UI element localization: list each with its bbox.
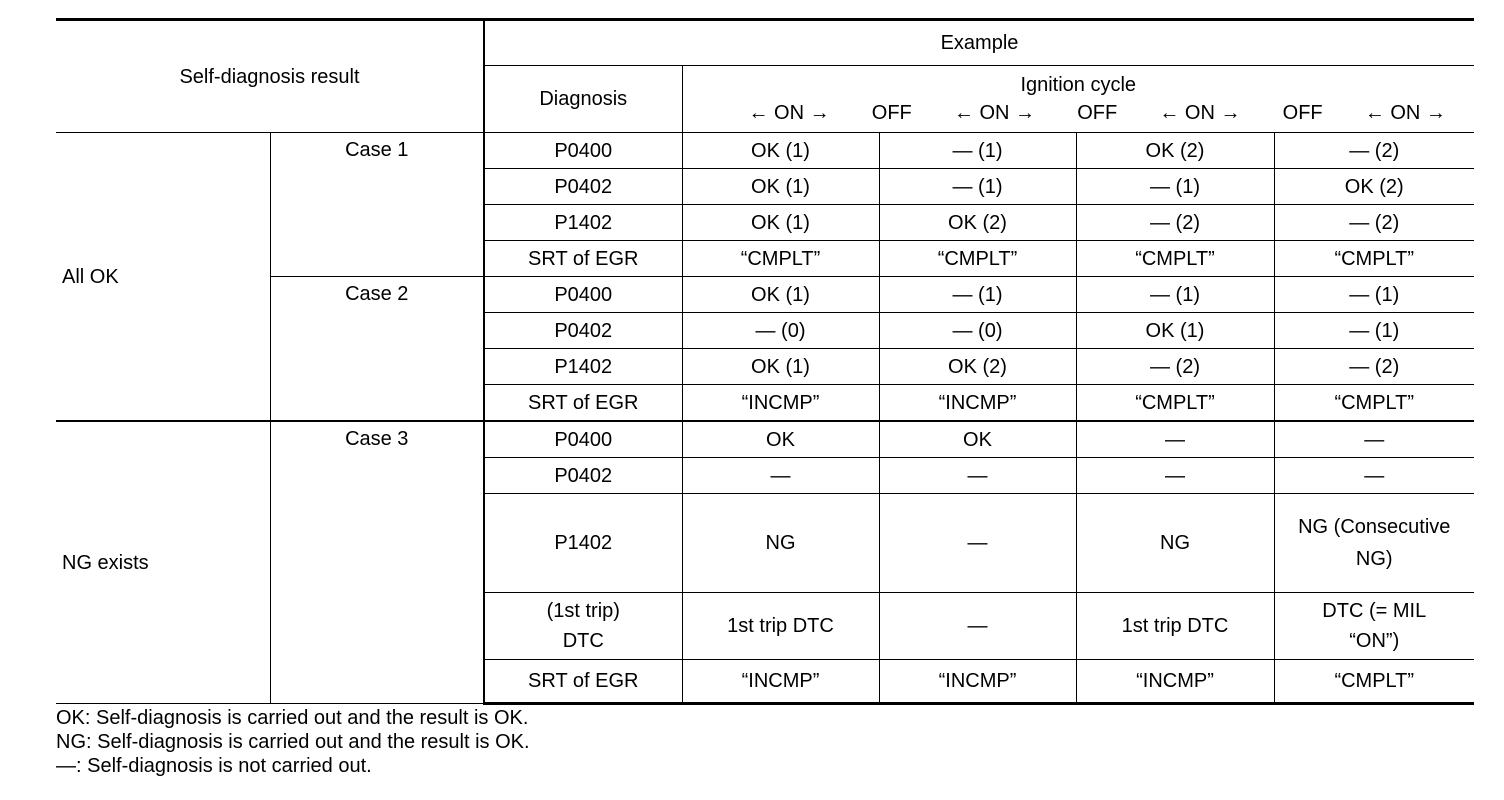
diagnosis-cell: P0402 <box>484 169 682 205</box>
table-cell: OK (1) <box>682 205 879 241</box>
table-cell: — <box>1274 421 1474 458</box>
table-cell: OK (2) <box>879 349 1076 385</box>
table-cell: “CMPLT” <box>1076 241 1274 277</box>
table-cell: — (2) <box>1274 133 1474 169</box>
table-cell: “INCMP” <box>879 385 1076 422</box>
table-cell: OK (1) <box>682 133 879 169</box>
diagnosis-cell: P0400 <box>484 421 682 458</box>
diagnosis-cell: P0402 <box>484 458 682 494</box>
diagnosis-cell: SRT of EGR <box>484 385 682 422</box>
cycle-label: ← ON → <box>748 102 830 124</box>
table-cell: 1st trip DTC <box>1076 593 1274 660</box>
table-cell: — (2) <box>1076 349 1274 385</box>
table-cell: — (2) <box>1076 205 1274 241</box>
table-cell: 1st trip DTC <box>682 593 879 660</box>
table-cell: — <box>1274 458 1474 494</box>
table-cell: OK (1) <box>682 277 879 313</box>
cycle-label: ← ON → <box>1364 102 1446 124</box>
ignition-cycle-title: Ignition cycle <box>1020 74 1137 96</box>
table-cell: — (1) <box>1274 313 1474 349</box>
table-cell: OK (1) <box>682 349 879 385</box>
legend-notes <box>56 706 530 778</box>
group-all-ok: All OK <box>56 133 270 422</box>
table-cell: — (0) <box>879 313 1076 349</box>
table-cell: OK <box>682 421 879 458</box>
diagnosis-cell: P0400 <box>484 277 682 313</box>
table-cell: — <box>1076 458 1274 494</box>
table-cell: OK <box>879 421 1076 458</box>
table-cell: NG <box>1076 494 1274 593</box>
table-cell: “INCMP” <box>1076 660 1274 704</box>
diagnosis-cell: (1st trip) DTC <box>484 593 682 660</box>
table-cell: — (1) <box>1076 277 1274 313</box>
table-cell: “CMPLT” <box>1274 660 1474 704</box>
cycle-label: OFF <box>1282 102 1323 124</box>
cycle-label: OFF <box>871 102 912 124</box>
diagnosis-cell: P0400 <box>484 133 682 169</box>
table-cell: — (1) <box>879 277 1076 313</box>
table-cell: “INCMP” <box>682 660 879 704</box>
example-header: Example <box>484 20 1474 66</box>
note-dash: —: Self-diagnosis is not carried out. <box>56 755 372 777</box>
case-3-label: Case 3 <box>270 421 484 704</box>
table-cell: — (1) <box>1274 277 1474 313</box>
table-cell: — <box>1076 421 1274 458</box>
cycle-label: ← ON → <box>953 102 1036 124</box>
self-diagnosis-table <box>56 18 1474 705</box>
self-diagnosis-result-header: Self-diagnosis result <box>56 20 484 133</box>
cycle-label: OFF <box>1077 102 1118 124</box>
case-2-label: Case 2 <box>270 277 484 422</box>
diagnosis-cell: P1402 <box>484 494 682 593</box>
table-cell: OK (2) <box>1076 133 1274 169</box>
table-cell: OK (1) <box>1076 313 1274 349</box>
table-cell: NG <box>682 494 879 593</box>
diagnosis-cell: P1402 <box>484 349 682 385</box>
table-cell: — <box>879 494 1076 593</box>
diagnosis-cell: P1402 <box>484 205 682 241</box>
table-cell: — (0) <box>682 313 879 349</box>
table-cell: — <box>682 458 879 494</box>
table-cell: “CMPLT” <box>1274 385 1474 422</box>
table-cell: “CMPLT” <box>1274 241 1474 277</box>
cycle-labels <box>687 102 1471 124</box>
table-cell: DTC (= MIL “ON”) <box>1274 593 1474 660</box>
diagnosis-cell: P0402 <box>484 313 682 349</box>
table-cell: NG (Consecutive NG) <box>1274 494 1474 593</box>
table-cell: “INCMP” <box>682 385 879 422</box>
case-1-label: Case 1 <box>270 133 484 277</box>
table-cell: — <box>879 593 1076 660</box>
table-cell: “INCMP” <box>879 660 1076 704</box>
note-ok: OK: Self-diagnosis is carried out and the result is OK. <box>56 707 529 729</box>
table-cell: “CMPLT” <box>879 241 1076 277</box>
table-cell: — (1) <box>1076 169 1274 205</box>
diagnosis-cell: SRT of EGR <box>484 660 682 704</box>
table-cell: OK (1) <box>682 169 879 205</box>
table-cell: — (1) <box>879 169 1076 205</box>
table-cell: “CMPLT” <box>682 241 879 277</box>
note-ng: NG: Self-diagnosis is carried out and the result is OK. <box>56 731 530 753</box>
table-cell: OK (2) <box>879 205 1076 241</box>
table-cell: OK (2) <box>1274 169 1474 205</box>
diagnosis-header: Diagnosis <box>484 66 682 133</box>
table-cell: “CMPLT” <box>1076 385 1274 422</box>
group-ng-exists: NG exists <box>56 421 270 704</box>
table-cell: — <box>879 458 1076 494</box>
ignition-cycle-header <box>682 66 1474 133</box>
table-cell: — (2) <box>1274 349 1474 385</box>
diagnosis-cell: SRT of EGR <box>484 241 682 277</box>
table-cell: — (1) <box>879 133 1076 169</box>
table-cell: — (2) <box>1274 205 1474 241</box>
cycle-label: ← ON → <box>1159 102 1241 124</box>
